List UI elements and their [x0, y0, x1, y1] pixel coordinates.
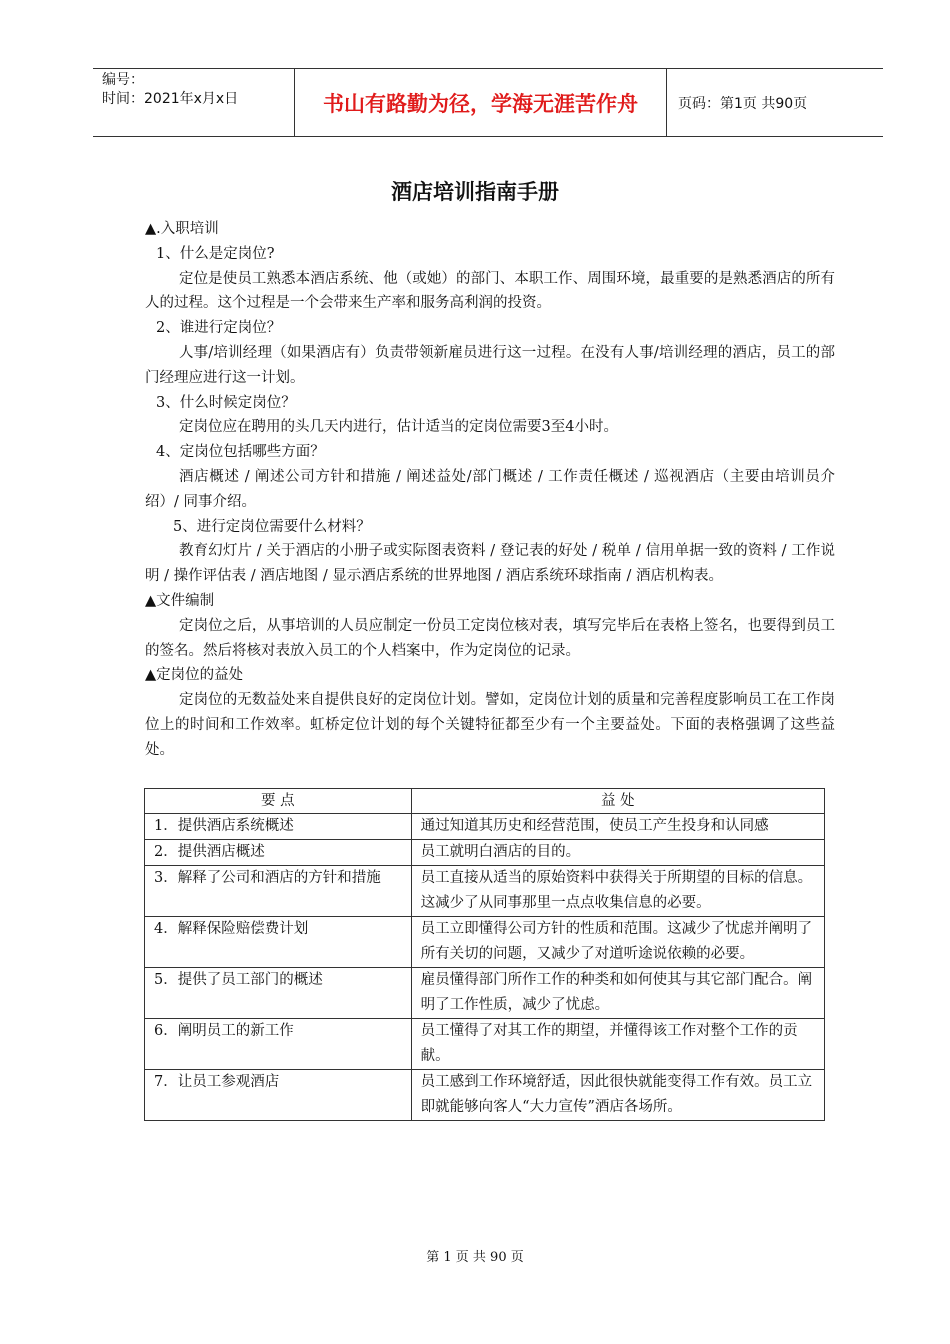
key-point-cell: 2．提供酒店概述: [145, 840, 412, 866]
section-heading: ▲文件编制: [145, 592, 215, 609]
page-header: [93, 68, 883, 137]
paragraph: 定岗位的无数益处来自提供良好的定岗位计划。譬如，定岗位计划的质量和完善程度影响员工在工作岗位上的时间和工作效率。虹桥定位计划的每个关键特征都至少有一个主要益处。下面的表格强调了这些益处。: [145, 692, 835, 758]
time-label: 时间：2021年x月x日: [102, 91, 239, 107]
benefits-table: [144, 788, 825, 1121]
key-point-cell: 7．让员工参观酒店: [145, 1070, 412, 1121]
key-point-cell: 3．解释了公司和酒店的方针和措施: [145, 866, 412, 917]
question-heading: 1、什么是定岗位?: [156, 245, 275, 262]
question-heading: 3、什么时候定岗位？: [156, 394, 296, 411]
key-point-cell: 6．阐明员工的新工作: [145, 1019, 412, 1070]
paragraph: 人事/培训经理（如果酒店有）负责带领新雇员进行这一过程。在没有人事/培训经理的酒店，员工的部门经理应进行这一计划。: [145, 344, 835, 386]
paragraph: 定岗位应在聘用的头几天内进行，估计适当的定岗位需要3至4小时。: [179, 419, 618, 436]
question-heading: 5、进行定岗位需要什么材料？: [173, 518, 371, 535]
key-point-cell: 5．提供了员工部门的概述: [145, 968, 412, 1019]
document-body: [145, 217, 835, 763]
header-meta: [93, 69, 295, 136]
key-point-cell: 4．解释保险赔偿费计划: [145, 917, 412, 968]
benefit-cell: 通过知道其历史和经营范围，使员工产生投身和认同感: [411, 814, 824, 840]
table-row: [145, 1019, 825, 1070]
benefit-cell: 员工懂得了对其工作的期望，并懂得该工作对整个工作的贡献。: [411, 1019, 824, 1070]
table-row: [145, 917, 825, 968]
column-header-benefit: 益 处: [411, 789, 824, 814]
header-motto: [295, 69, 667, 136]
motto-text: 书山有路勤为径，学海无涯苦作舟: [323, 91, 638, 116]
page-footer: 第 1 页 共 90 页: [426, 1250, 524, 1265]
key-point-cell: 1．提供酒店系统概述: [145, 814, 412, 840]
benefit-cell: 雇员懂得部门所作工作的种类和如何使其与其它部门配合。阐明了工作性质，减少了忧虑。: [411, 968, 824, 1019]
table-row: [145, 968, 825, 1019]
number-label: 编号：: [102, 72, 144, 88]
paragraph: 定位是使员工熟悉本酒店系统、他（或她）的部门、本职工作、周围环境，最重要的是熟悉酒店的所有人的过程。这个过程是一个会带来生产率和服务高利润的投资。: [145, 270, 835, 312]
table-row: [145, 866, 825, 917]
benefit-cell: 员工感到工作环境舒适，因此很快就能变得工作有效。员工立即就能够向客人“大力宣传”酒店各场所。: [411, 1070, 824, 1121]
table-header-row: [145, 789, 825, 814]
question-heading: 4、定岗位包括哪些方面？: [156, 444, 325, 461]
paragraph: 酒店概述 / 阐述公司方针和措施 / 阐述益处/部门概述 / 工作责任概述 / 巡视酒店（主要由培训员介绍）/ 同事介绍。: [145, 468, 835, 510]
table-row: [145, 840, 825, 866]
table-row: [145, 814, 825, 840]
page-label: 页码：第1页 共90页: [678, 95, 808, 112]
section-heading: ▲定岗位的益处: [145, 667, 244, 684]
column-header-key-point: 要 点: [145, 789, 412, 814]
section-heading: ▲.入职培训: [145, 221, 219, 237]
table-row: [145, 1070, 825, 1121]
header-page-info: [667, 69, 883, 136]
benefit-cell: 员工立即懂得公司方针的性质和范围。这减少了忧虑并阐明了所有关切的问题，又减少了对道听途说依赖的必要。: [411, 917, 824, 968]
benefit-cell: 员工就明白酒店的目的。: [411, 840, 824, 866]
paragraph: 定岗位之后，从事培训的人员应制定一份员工定岗位核对表，填写完毕后在表格上签名，也要得到员工的签名。然后将核对表放入员工的个人档案中，作为定岗位的记录。: [145, 617, 835, 659]
document-title: 酒店培训指南手册: [391, 180, 559, 204]
paragraph: 教育幻灯片 / 关于酒店的小册子或实际图表资料 / 登记表的好处 / 税单 / 信用单据一致的资料 / 工作说明 / 操作评估表 / 酒店地图 / 显示酒店系统的世界地图 / 酒店系统环球指南 / 酒店机构表。: [145, 543, 835, 585]
question-heading: 2、谁进行定岗位？: [156, 320, 282, 337]
benefit-cell: 员工直接从适当的原始资料中获得关于所期望的目标的信息。这减少了从同事那里一点点收集信息的必要。: [411, 866, 824, 917]
